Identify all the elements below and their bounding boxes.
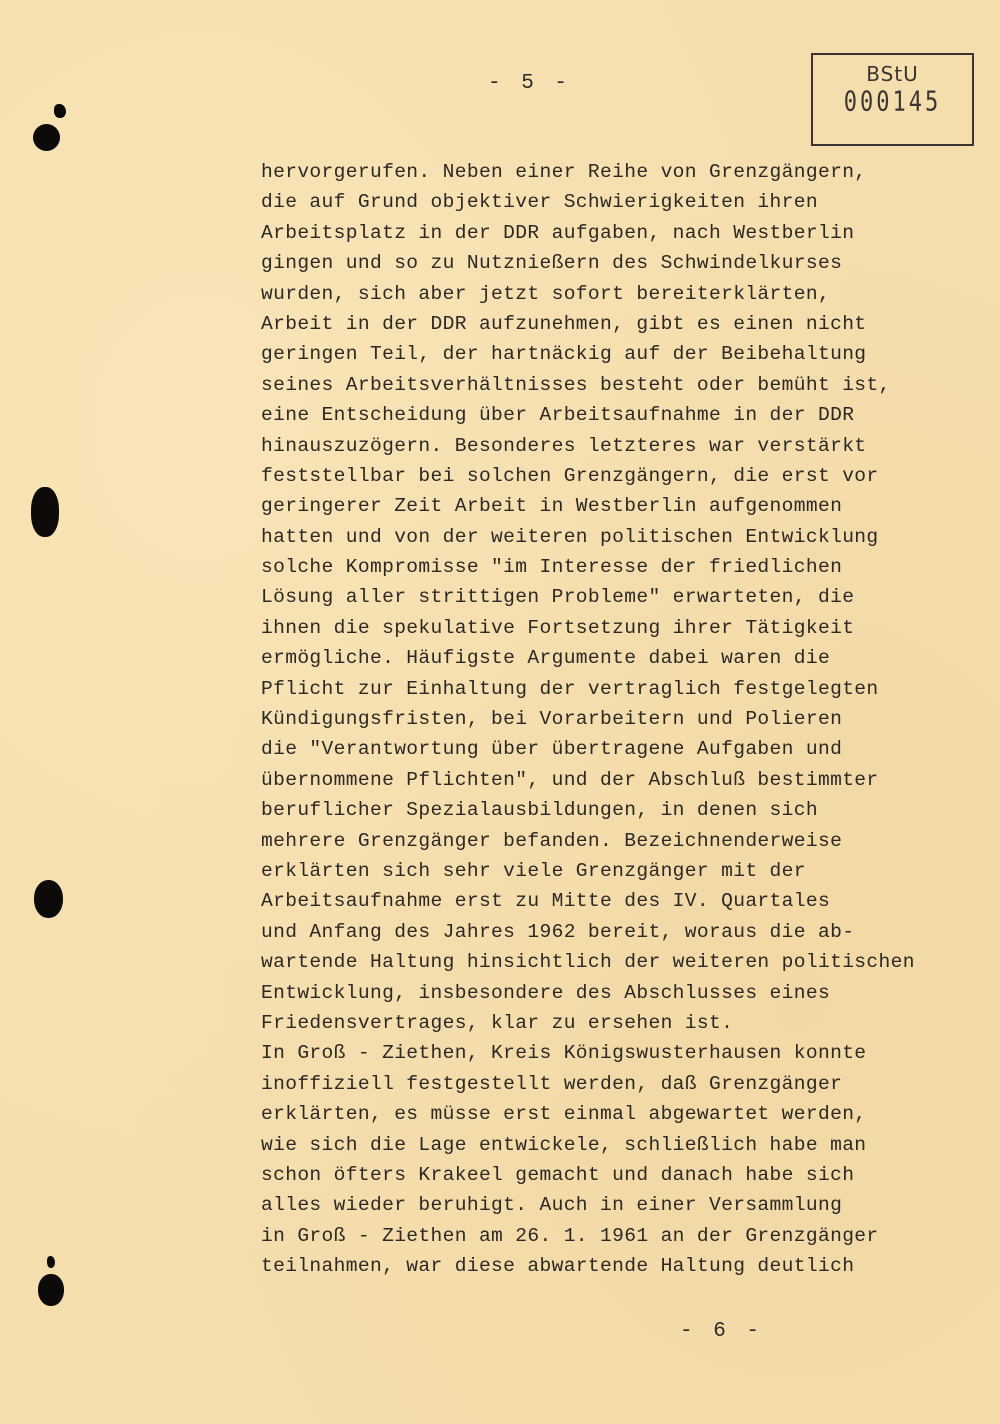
- body-text: [261, 157, 961, 1281]
- text-line: alles wieder beruhigt. Auch in einer Versammlung: [261, 1194, 843, 1217]
- punch-hole-4: [38, 1274, 64, 1306]
- text-line: Entwicklung, insbesondere des Abschlusses eines: [261, 981, 831, 1004]
- text-line: hinauszuzögern. Besonderes letzteres war verstärkt: [261, 434, 867, 457]
- text-line: erklärten, es müsse erst einmal abgewartet werden,: [261, 1103, 867, 1126]
- punch-hole-1: [33, 124, 60, 151]
- punch-hole-3: [34, 880, 63, 918]
- text-line: feststellbar bei solchen Grenzgängern, die erst vor: [261, 464, 879, 487]
- text-line: geringerer Zeit Arbeit in Westberlin aufgenommen: [261, 495, 843, 518]
- text-line: und Anfang des Jahres 1962 bereit, woraus die ab-: [261, 920, 855, 943]
- stamp-number: 000145: [843, 86, 942, 119]
- text-line: Pflicht zur Einhaltung der vertraglich festgelegten: [261, 677, 879, 700]
- punch-hole-mark-1: [54, 104, 66, 118]
- text-line: die auf Grund objektiver Schwierigkeiten ihren: [261, 191, 818, 214]
- text-line: geringen Teil, der hartnäckig auf der Beibehaltung: [261, 343, 867, 366]
- text-line: Arbeit in der DDR aufzunehmen, gibt es einen nicht: [261, 312, 867, 335]
- text-line: erklärten sich sehr viele Grenzgänger mit der: [261, 859, 806, 882]
- text-line: teilnahmen, war diese abwartende Haltung deutlich: [261, 1255, 855, 1278]
- text-line: eine Entscheidung über Arbeitsaufnahme in der DDR: [261, 404, 855, 427]
- text-line: Lösung aller strittigen Probleme" erwarteten, die: [261, 586, 855, 609]
- punch-hole-mark-4: [47, 1256, 55, 1268]
- text-line: übernommene Pflichten", und der Abschluß bestimmter: [261, 768, 879, 791]
- text-line: seines Arbeitsverhältnisses besteht oder bemüht ist,: [261, 373, 891, 396]
- text-line: In Groß - Ziethen, Kreis Königswusterhausen konnte: [261, 1042, 867, 1065]
- text-line: in Groß - Ziethen am 26. 1. 1961 an der Grenzgänger: [261, 1224, 879, 1247]
- text-line: inoffiziell festgestellt werden, daß Grenzgänger: [261, 1072, 843, 1095]
- text-line: Arbeitsaufnahme erst zu Mitte des IV. Quartales: [261, 890, 831, 913]
- text-line: wie sich die Lage entwickele, schließlich habe man: [261, 1133, 867, 1156]
- text-line: hervorgerufen. Neben einer Reihe von Grenzgängern,: [261, 161, 867, 183]
- text-line: ihnen die spekulative Fortsetzung ihrer Tätigkeit: [261, 616, 855, 639]
- text-line: beruflicher Spezialausbildungen, in denen sich: [261, 799, 818, 822]
- text-line: hatten und von der weiteren politischen Entwicklung: [261, 525, 879, 548]
- text-line: Kündigungsfristen, bei Vorarbeitern und Polieren: [261, 708, 843, 731]
- archive-stamp: [811, 53, 974, 146]
- text-line: ermögliche. Häufigste Argumente dabei waren die: [261, 647, 831, 670]
- text-line: wurden, sich aber jetzt sofort bereiterklärten,: [261, 282, 831, 305]
- text-line: solche Kompromisse "im Interesse der friedlichen: [261, 556, 843, 579]
- text-line: Friedensvertrages, klar zu ersehen ist.: [261, 1011, 734, 1034]
- text-line: wartende Haltung hinsichtlich der weiteren politischen: [261, 951, 915, 974]
- punch-hole-2: [31, 487, 59, 537]
- text-line: die "Verantwortung über übertragene Aufgaben und: [261, 738, 843, 761]
- page-number-bottom: - 6 -: [680, 1320, 764, 1343]
- text-line: schon öfters Krakeel gemacht und danach habe sich: [261, 1163, 855, 1186]
- page-number-top: - 5 -: [488, 72, 572, 95]
- text-line: Arbeitsplatz in der DDR aufgaben, nach Westberlin: [261, 221, 855, 244]
- text-line: gingen und so zu Nutznießern des Schwindelkurses: [261, 252, 843, 275]
- stamp-organization: BStU: [866, 62, 919, 86]
- text-line: mehrere Grenzgänger befanden. Bezeichnenderweise: [261, 829, 843, 852]
